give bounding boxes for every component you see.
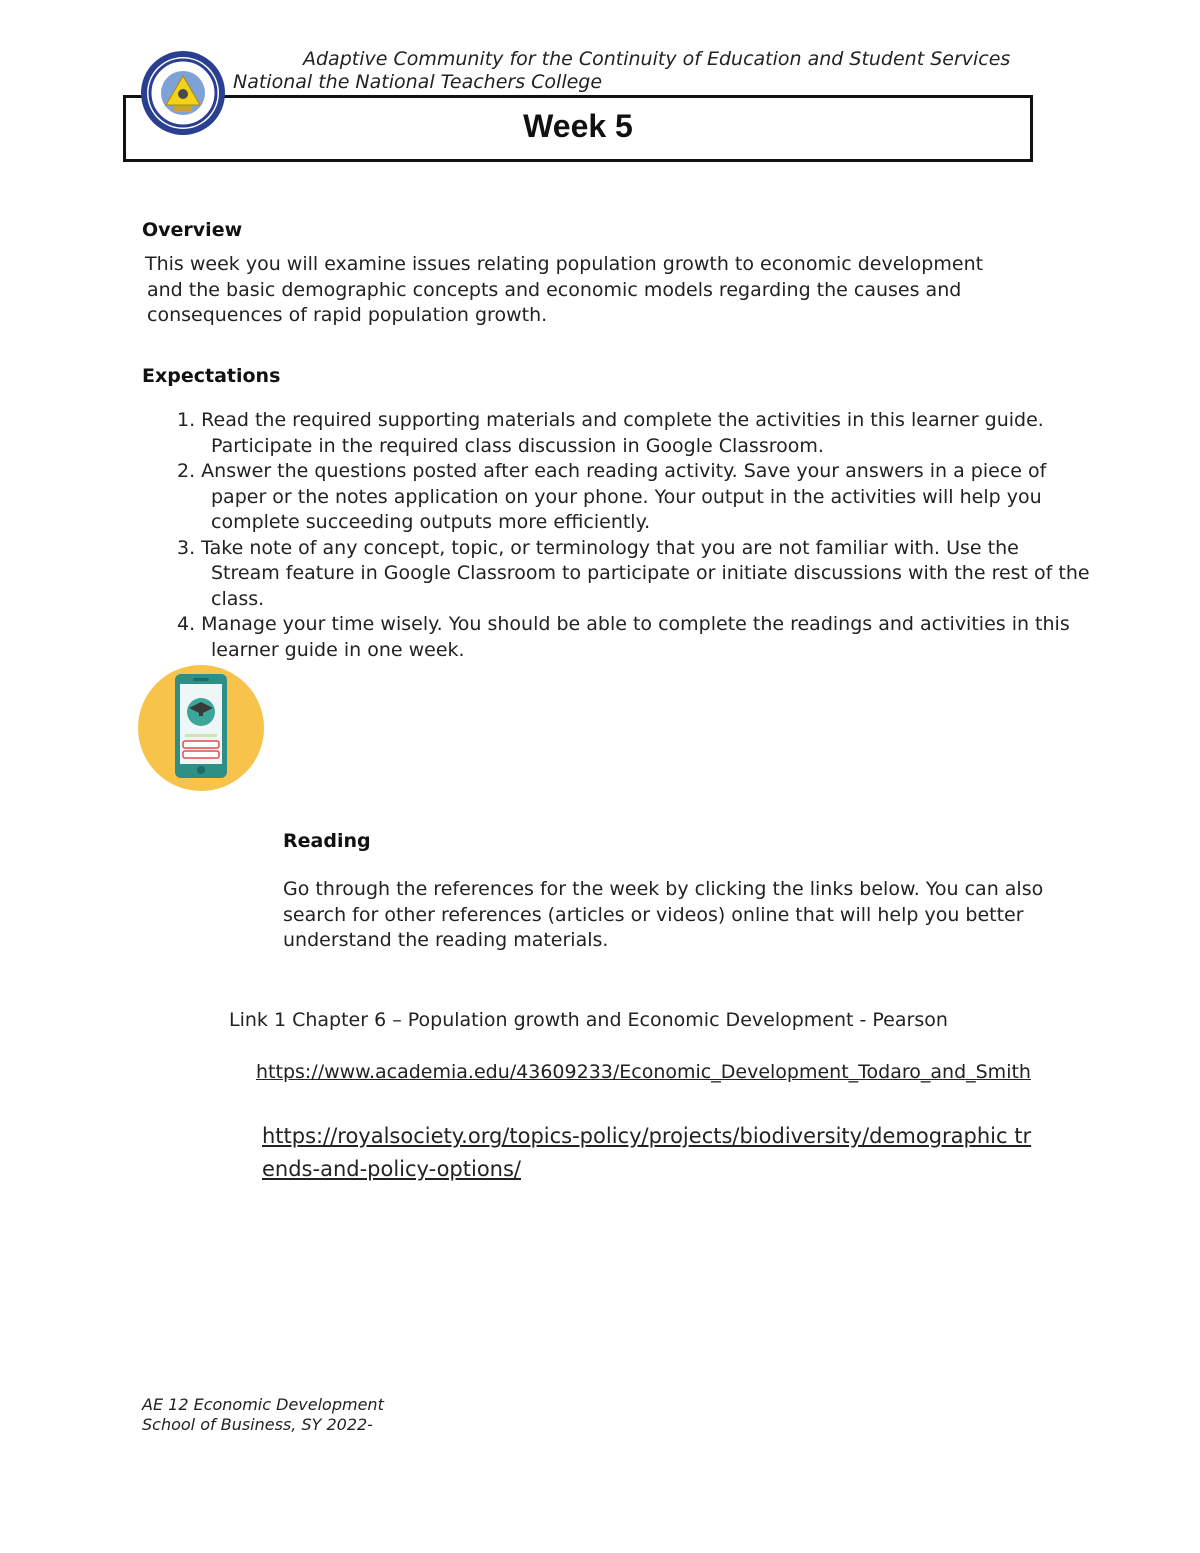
header-line-2: National the National Teachers College [233, 71, 603, 93]
reading-line: search for other references (articles or videos) online that will help you better [283, 903, 1024, 926]
reading-line: Go through the references for the week by clicking the links below. You can also [283, 878, 1044, 900]
overview-line: consequences of rapid population growth. [147, 304, 548, 326]
overview-line: and the basic demographic concepts and economic models regarding the causes and [147, 278, 962, 301]
expectation-item: 3. Take note of any concept, topic, or terminology that you are not familiar with. Use the Stream feature in Google Classroom to participate or initiate discussions with the rest of the class. [177, 536, 1090, 610]
header-line-1: Adaptive Community for the Continuity of Education and Student Services [303, 48, 1011, 70]
expectations-list [177, 408, 1091, 663]
expectation-item: 4. Manage your time wisely. You should be able to complete the readings and activities in this learner guide in one week. [177, 613, 1070, 661]
mobile-learning-icon [137, 664, 265, 792]
link-1-label: Link 1 Chapter 6 – Population growth and Economic Development - Pearson [229, 1009, 948, 1031]
week-title-box [123, 95, 1033, 162]
expectations-heading: Expectations [142, 365, 281, 387]
overview-line: This week you will examine issues relating population growth to economic development [145, 253, 984, 275]
reading-heading: Reading [283, 830, 371, 852]
reading-line: understand the reading materials. [283, 929, 609, 951]
academia-link[interactable]: https://www.academia.edu/43609233/Economic_Development_Todaro_and_Smith [256, 1061, 1031, 1083]
overview-heading: Overview [142, 219, 243, 241]
expectation-item: 2. Answer the questions posted after each reading activity. Save your answers in a piece of paper or the notes application on your phone. Your output in the activities will help you complete succeeding outputs more efficiently. [177, 460, 1047, 533]
footer-course: AE 12 Economic Development [142, 1395, 384, 1414]
royalsociety-link[interactable]: https://royalsociety.org/topics-policy/projects/biodiversity/demographic trends-and-policy-options/ [262, 1124, 1032, 1181]
expectation-item: 1. Read the required supporting materials and complete the activities in this learner guide. Participate in the required class discussion in Google Classroom. [177, 409, 1044, 457]
college-seal-logo [140, 50, 226, 136]
footer-school: School of Business, SY 2022- [142, 1415, 373, 1434]
week-title: Week 5 [523, 108, 633, 144]
